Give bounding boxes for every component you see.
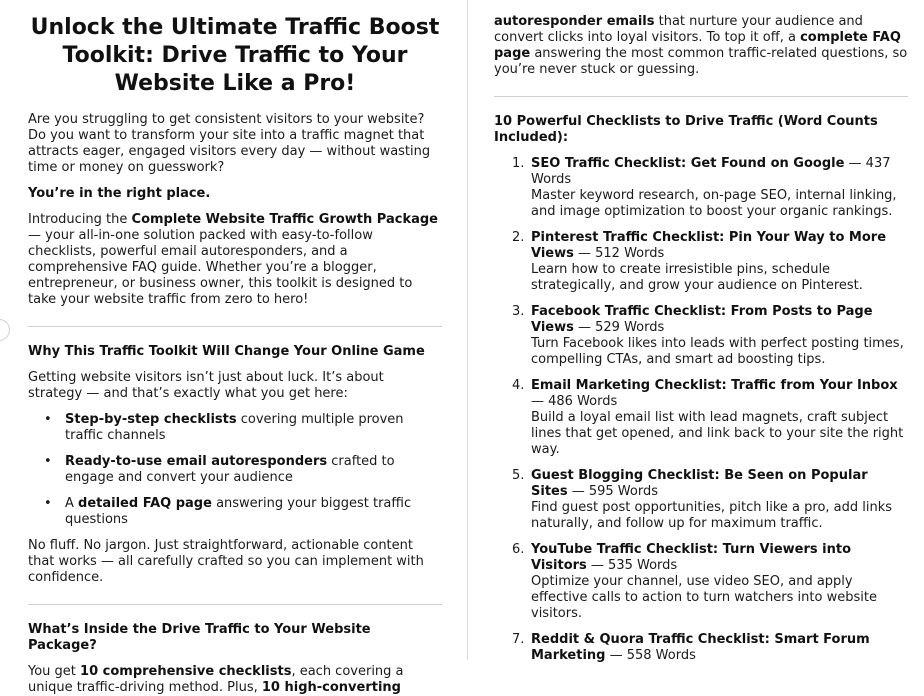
list-item: 5. Guest Blogging Checklist: Be Seen on Popular Sites — 595 Words Find guest post opportunities, pitch like a pro, add links naturally, and follow up for maximum traffic.	[512, 468, 893, 531]
scroll-indicator	[0, 319, 10, 341]
left-column	[28, 0, 442, 696]
list-item: • A detailed FAQ page answering your biggest traffic questions	[44, 496, 412, 527]
section-divider	[28, 326, 442, 327]
section-divider	[28, 604, 442, 605]
inside-heading: What’s Inside the Drive Traffic to Your Website Package?	[28, 622, 371, 653]
continued-paragraph: autoresponder emails that nurture your audience and convert clicks into loyal visitors. To top it off, a complete FAQ page answering the most common traffic-related questions, so you’re never stuck or guessing.	[494, 14, 908, 77]
right-place-text: You’re in the right place.	[28, 186, 211, 201]
column-divider	[467, 0, 468, 660]
checklists-heading: 10 Powerful Checklists to Drive Traffic (Word Counts Included):	[494, 114, 878, 145]
list-item: • Ready-to-use email autoresponders crafted to engage and convert your audience	[44, 454, 395, 485]
why-heading: Why This Traffic Toolkit Will Change Your Online Game	[28, 344, 425, 359]
benefits-list	[28, 412, 442, 528]
list-item: 1. SEO Traffic Checklist: Get Found on Google — 437 Words Master keyword research, on-page SEO, internal linking, and image optimization to boost your organic rankings.	[512, 156, 897, 219]
list-item: 3. Facebook Traffic Checklist: From Posts to Page Views — 529 Words Turn Facebook likes into leads with perfect posting times, compelling CTAs, and smart ad boosting tips.	[512, 304, 904, 367]
list-item: 6. YouTube Traffic Checklist: Turn Viewers into Visitors — 535 Words Optimize your channel, use video SEO, and apply effective calls to action to turn watchers into website visitors.	[512, 542, 877, 621]
list-item: • Step-by-step checklists covering multiple proven traffic channels	[44, 412, 404, 443]
section-divider	[494, 96, 908, 97]
list-item: 7. Reddit & Quora Traffic Checklist: Smart Forum Marketing — 558 Words	[512, 632, 870, 663]
intro-paragraph: Are you struggling to get consistent visitors to your website? Do you want to transform your site into a traffic magnet that attracts eager, engaged visitors every day — without wasting time or money on guesswork?	[28, 112, 431, 175]
no-fluff-paragraph: No fluff. No jargon. Just straightforward, actionable content that works — all carefully crafted so you can implement with confidence.	[28, 538, 424, 585]
introducing-paragraph: Introducing the Complete Website Traffic Growth Package — your all-in-one solution packed with easy-to-follow checklists, powerful email autoresponders, and a comprehensive FAQ guide. Whether you’re a blogger, entrepreneur, or business owner, this toolkit is designed to take your website traffic from zero to hero!	[28, 212, 439, 307]
inside-paragraph: You get 10 comprehensive checklists, each covering a unique traffic-driving method. Plus, 10 high-converting	[28, 664, 404, 695]
page-title: Unlock the Ultimate Traffic Boost Toolkit: Drive Traffic to Your Website Like a Pro!	[30, 15, 440, 96]
list-item: 2. Pinterest Traffic Checklist: Pin Your Way to More Views — 512 Words Learn how to create irresistible pins, schedule strategically, and grow your audience on Pinterest.	[512, 230, 887, 293]
list-item: 4. Email Marketing Checklist: Traffic from Your Inbox — 486 Words Build a loyal email list with lead magnets, craft subject lines that get opened, and link back to your site the right way.	[512, 378, 904, 457]
checklists-list	[494, 156, 908, 664]
right-column	[494, 0, 908, 664]
why-intro: Getting website visitors isn’t just about luck. It’s about strategy — and that’s exactly what you get here:	[28, 370, 384, 401]
